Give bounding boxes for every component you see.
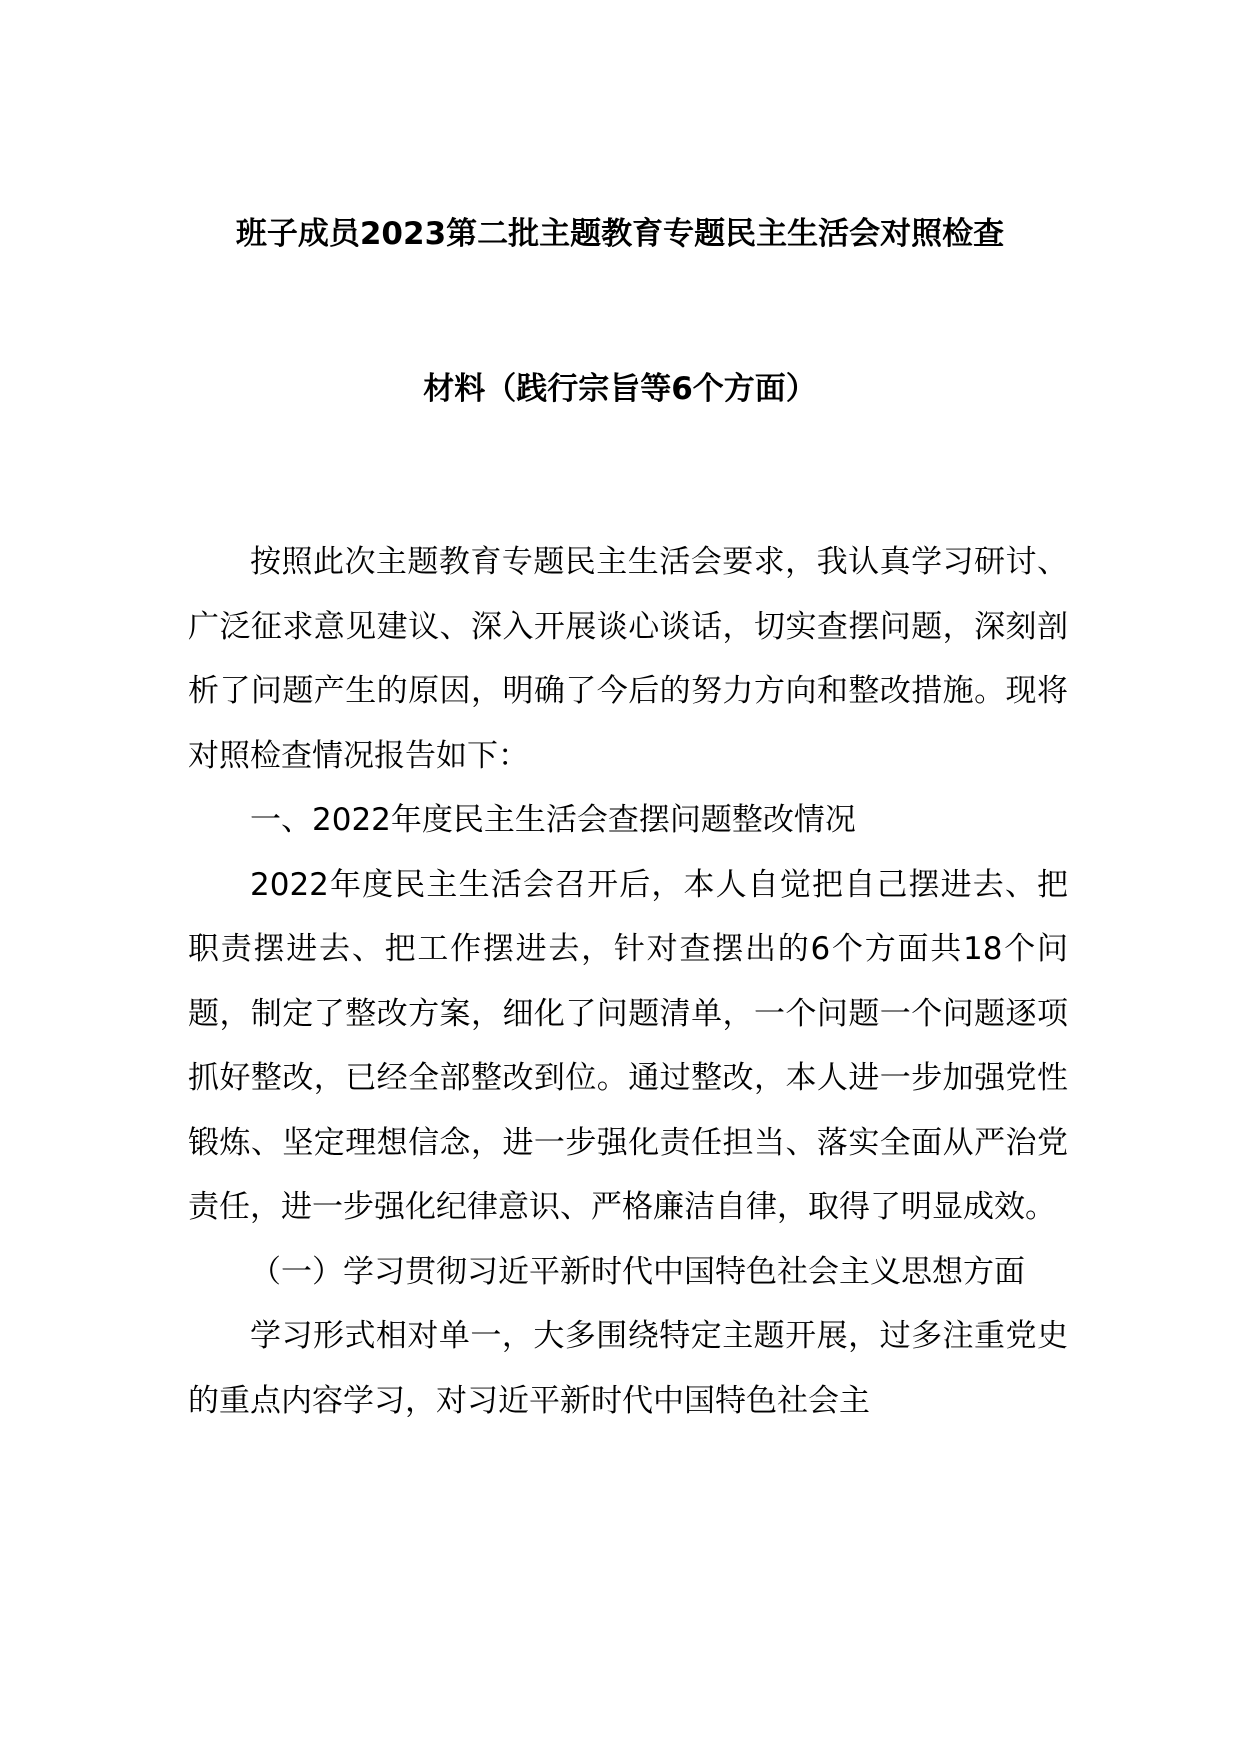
subsection-1-paragraph: 学习形式相对单一，大多围绕特定主题开展，过多注重党史的重点内容学习，对习近平新时代中国特色社会主 xyxy=(188,1318,1068,1419)
section-1-paragraph: 2022年度民主生活会召开后，本人自觉把自己摆进去、把职责摆进去、把工作摆进去，针对查摆出的6个方面共18个问题，制定了整改方案，细化了问题清单，一个问题一个问题逐项抓好整改，已经全部整改到位。通过整改，本人进一步加强党性锻炼、坚定理想信念，进一步强化责任担当、落实全面从严治党责任，进一步强化纪律意识、严格廉洁自律，取得了明显成效。 xyxy=(188,866,1068,1225)
section-heading-1: 一、2022年度民主生活会查摆问题整改情况 xyxy=(250,802,856,838)
document-title-line-1: 班子成员2023第二批主题教育专题民主生活会对照检查 xyxy=(235,216,1005,252)
document-title-line-2: 材料（践行宗旨等6个方面） xyxy=(423,371,817,407)
intro-paragraph: 按照此次主题教育专题民主生活会要求，我认真学习研讨、广泛征求意见建议、深入开展谈心谈话，切实查摆问题，深刻剖析了问题产生的原因，明确了今后的努力方向和整改措施。现将对照检查情况报告如下： xyxy=(188,544,1068,774)
document-body xyxy=(188,530,1068,1433)
subsection-heading-1: （一）学习贯彻习近平新时代中国特色社会主义思想方面 xyxy=(250,1253,1025,1290)
